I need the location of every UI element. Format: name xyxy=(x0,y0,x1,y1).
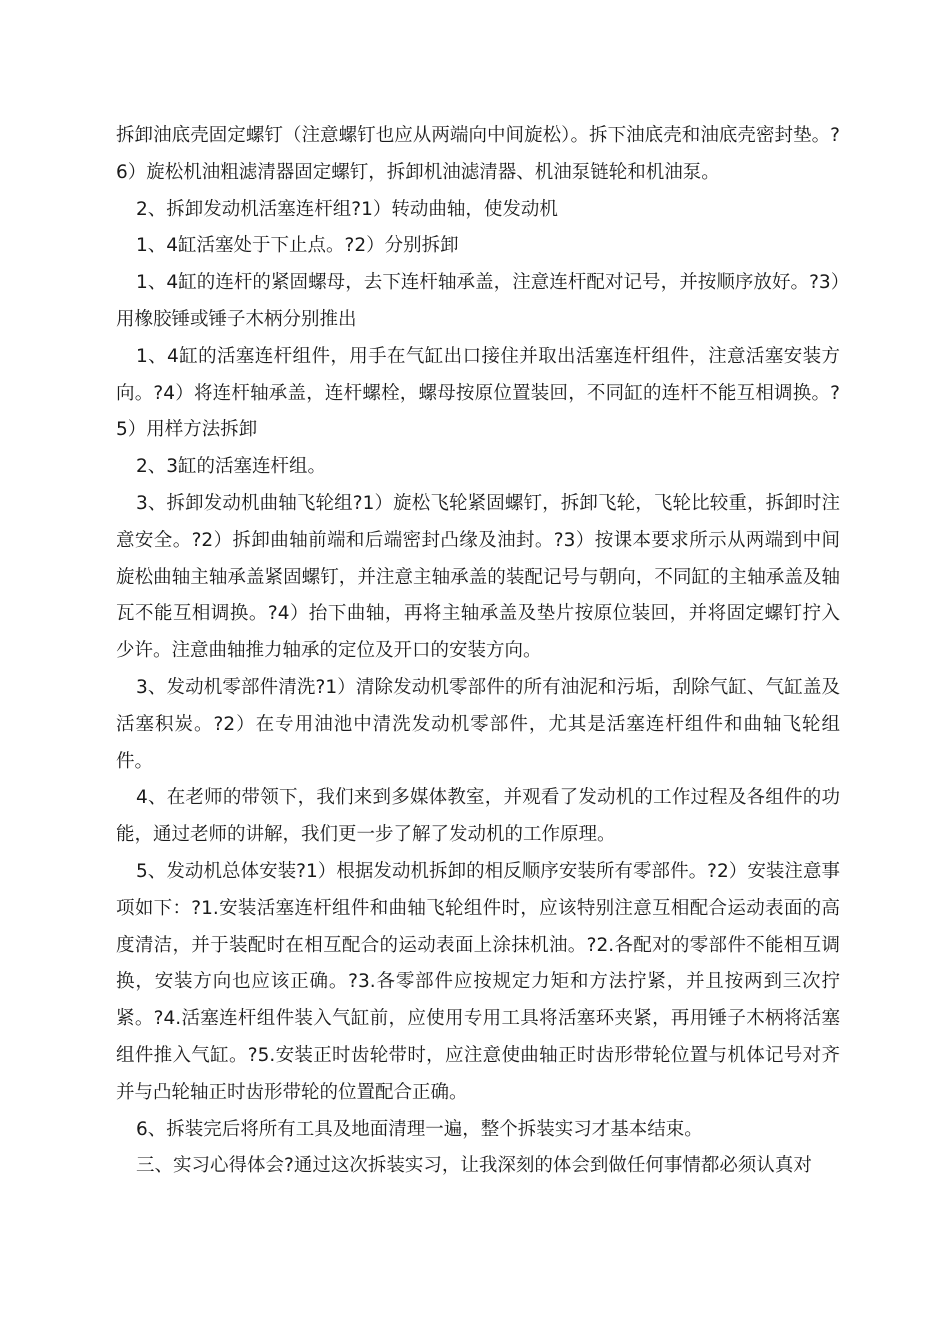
paragraph-10: 5、发动机总体安装?1）根据发动机拆卸的相反顺序安装所有零部件。?2）安装注意事项如下：?1.安装活塞连杆组件和曲轴飞轮组件时，应该特别注意互相配合运动表面的高度清洁，并于装配时在相互配合的运动表面上涂抹机油。?2.各配对的零部件不能相互调换，安装方向也应该正确。?3.各零部件应按规定力矩和方法拧紧，并且按两到三次拧紧。?4.活塞连杆组件装入气缸前，应使用专用工具将活塞环夹紧，再用锤子木柄将活塞组件推入气缸。?5.安装正时齿轮带时，应注意使曲轴正时齿形带轮位置与机体记号对齐并与凸轮轴正时齿形带轮的位置配合正确。 xyxy=(116,860,840,1103)
paragraph-1: 拆卸油底壳固定螺钉（注意螺钉也应从两端向中间旋松）。拆下油底壳和油底壳密封垫。?6）旋松机油粗滤清器固定螺钉，拆卸机油滤清器、机油泵链轮和机油泵。 xyxy=(116,125,840,183)
paragraph-4: 1、4缸的连杆的紧固螺母，去下连杆轴承盖，注意连杆配对记号，并按顺序放好。?3）用橡胶锤或锤子木柄分别推出 xyxy=(116,272,840,330)
paragraph-9: 4、在老师的带领下，我们来到多媒体教室，并观看了发动机的工作过程及各组件的功能，通过老师的讲解，我们更一步了解了发动机的工作原理。 xyxy=(116,787,840,846)
paragraph-2: 2、拆卸发动机活塞连杆组?1）转动曲轴，使发动机 xyxy=(136,198,558,220)
paragraph-11: 6、拆装完后将所有工具及地面清理一遍，整个拆装实习才基本结束。 xyxy=(136,1118,703,1140)
paragraph-7: 3、拆卸发动机曲轴飞轮组?1）旋松飞轮紧固螺钉，拆卸飞轮，飞轮比较重，拆卸时注意安全。?2）拆卸曲轴前端和后端密封凸缘及油封。?3）按课本要求所示从两端到中间旋松曲轴主轴承盖紧固螺钉，并注意主轴承盖的装配记号与朝向，不同缸的主轴承盖及轴瓦不能互相调换。?4）抬下曲轴，再将主轴承盖及垫片按原位装回，并将固定螺钉拧入少许。注意曲轴推力轴承的定位及开口的安装方向。 xyxy=(116,492,840,662)
paragraph-6: 2、3缸的活塞连杆组。 xyxy=(136,456,327,478)
paragraph-8: 3、发动机零部件清洗?1）清除发动机零部件的所有油泥和污垢，刮除气缸、气缸盖及活塞积炭。?2）在专用油池中清洗发动机零部件，尤其是活塞连杆组件和曲轴飞轮组件。 xyxy=(116,676,840,772)
paragraph-5: 1、4缸的活塞连杆组件，用手在气缸出口接住并取出活塞连杆组件，注意活塞安装方向。?4）将连杆轴承盖，连杆螺栓，螺母按原位置装回，不同缸的连杆不能互相调换。?5）用样方法拆卸 xyxy=(116,345,840,441)
paragraph-12: 三、实习心得体会?通过这次拆装实习，让我深刻的体会到做任何事情都必须认真对 xyxy=(136,1155,812,1177)
paragraph-3: 1、4缸活塞处于下止点。?2）分别拆卸 xyxy=(136,235,459,257)
document-body xyxy=(116,118,840,1185)
